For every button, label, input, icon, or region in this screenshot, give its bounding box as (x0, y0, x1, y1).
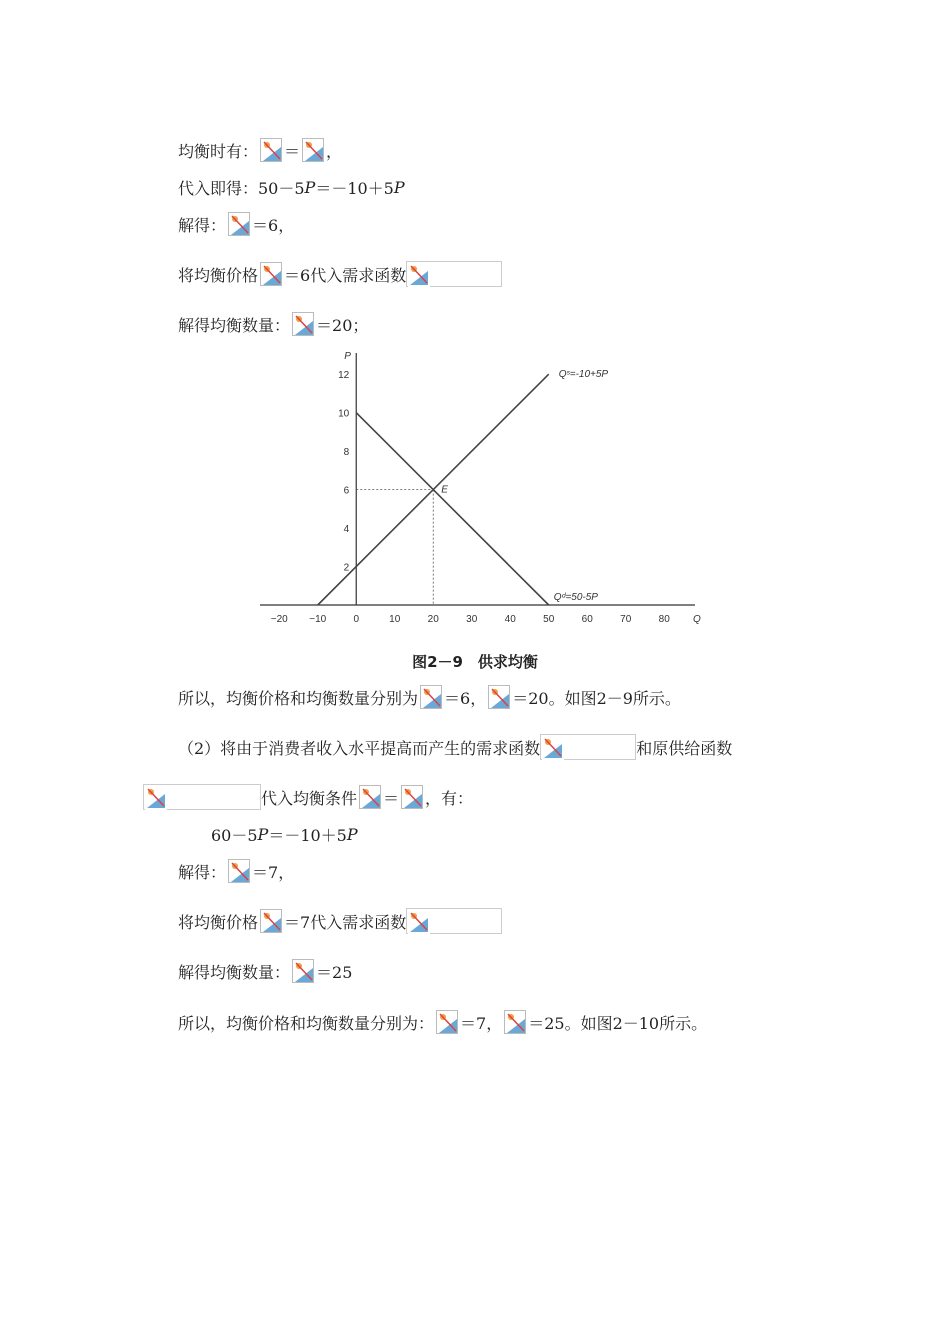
line-text: 所以，均衡价格和均衡数量分别为： (178, 1013, 435, 1033)
variable-p: P (257, 824, 269, 844)
broken-image-icon (228, 859, 250, 883)
part2-result-line (178, 1008, 707, 1036)
part2-line (178, 733, 732, 761)
line-end: ， (326, 141, 343, 161)
x-tick-label: 10 (389, 614, 401, 625)
part2-condition-line (143, 783, 473, 811)
quantity-line (178, 310, 368, 338)
supply-demand-chart (255, 345, 705, 635)
part2-solution-line (178, 857, 294, 885)
y-tick-label: 8 (343, 447, 350, 459)
line-text: 将均衡价格 (178, 912, 259, 932)
line-text: ＝20。如图2－9所示。 (512, 688, 681, 708)
x-tick-label: 0 (353, 614, 360, 625)
line-text: ＝－10＋5 (315, 178, 394, 198)
broken-image-icon (436, 1010, 458, 1034)
substitute-price-line (178, 260, 502, 288)
result-line (178, 683, 681, 711)
y-tick-label: 10 (338, 408, 350, 420)
broken-image-icon (302, 138, 324, 162)
line-text: ＝20； (316, 315, 369, 335)
line-text: 和原供给函数 (636, 738, 733, 758)
x-tick-label: −10 (309, 614, 327, 625)
x-tick-label: 60 (581, 614, 593, 625)
substitution-line (178, 173, 405, 201)
formula-image-box (143, 784, 261, 810)
broken-image-icon (359, 785, 381, 809)
y-tick-label: 4 (343, 524, 350, 536)
y-tick-label: 6 (343, 485, 350, 497)
line-text: 均衡时有： (178, 141, 259, 161)
x-axis-label: Q (693, 614, 701, 625)
part2-quantity-line (178, 957, 352, 985)
line-text: ＝7， (460, 1013, 503, 1033)
broken-image-icon (408, 263, 430, 287)
solution-line (178, 210, 294, 238)
equals-sign: ＝ (284, 141, 301, 161)
line-text: 解得均衡数量： (178, 962, 291, 982)
line-text: ＝25 (316, 962, 353, 982)
line-text: 所以，均衡价格和均衡数量分别为 (178, 688, 419, 708)
line-text: 解得均衡数量： (178, 315, 291, 335)
formula-image-box (406, 261, 502, 287)
formula-image-box (406, 908, 502, 934)
line-text: ＝－10＋5 (268, 825, 347, 845)
line-text: 将均衡价格 (178, 265, 259, 285)
x-tick-label: 20 (427, 614, 439, 625)
x-tick-label: 80 (658, 614, 670, 625)
y-tick-label: 2 (343, 562, 350, 574)
supply-curve-label: Qˢ=-10+5P (558, 369, 609, 381)
broken-image-icon (260, 909, 282, 933)
broken-image-icon (542, 736, 564, 760)
line-text: ＝6， (252, 215, 295, 235)
line-text: 解得： (178, 862, 227, 882)
broken-image-icon (260, 262, 282, 286)
line-text: ＝7代入需求函数 (284, 912, 407, 932)
line-text: ＝6， (444, 688, 487, 708)
demand-curve (356, 413, 548, 605)
variable-p: P (346, 824, 358, 844)
line-text: ＝6代入需求函数 (284, 265, 407, 285)
line-text: 代入即得：50－5 (178, 178, 305, 198)
equilibrium-condition-line (178, 136, 342, 164)
variable-p: P (393, 177, 405, 197)
x-tick-label: 50 (543, 614, 555, 625)
demand-curve-label: Qᵈ=50-5P (553, 592, 598, 603)
broken-image-icon (420, 685, 442, 709)
line-text: 解得： (178, 215, 227, 235)
formula-image-box (540, 734, 636, 760)
broken-image-icon (292, 959, 314, 983)
broken-image-icon (488, 685, 510, 709)
broken-image-icon (401, 785, 423, 809)
x-tick-label: 70 (620, 614, 632, 625)
figure-caption: 图2－9 供求均衡 (412, 653, 538, 671)
broken-image-icon (292, 312, 314, 336)
y-axis-label: P (344, 351, 351, 362)
line-text: （2）将由于消费者收入水平提高而产生的需求函数 (178, 738, 541, 758)
broken-image-icon (408, 910, 430, 934)
line-text: 代入均衡条件 (261, 788, 358, 808)
x-tick-label: 30 (466, 614, 478, 625)
equilibrium-label: E (441, 484, 448, 496)
variable-p: P (304, 177, 316, 197)
x-tick-label: −20 (270, 614, 288, 625)
part2-substitute-line (178, 907, 502, 935)
x-tick-label: 40 (504, 614, 516, 625)
line-text: ＝25。如图2－10所示。 (528, 1013, 708, 1033)
part2-equation-line (211, 820, 358, 848)
equals-sign: ＝ (383, 788, 400, 808)
line-text: ，有： (425, 788, 474, 808)
line-text: 60－5 (211, 825, 258, 845)
broken-image-icon (228, 212, 250, 236)
y-tick-label: 12 (338, 370, 350, 382)
line-text: ＝7， (252, 862, 295, 882)
broken-image-icon (260, 138, 282, 162)
broken-image-icon (145, 786, 167, 810)
broken-image-icon (504, 1010, 526, 1034)
